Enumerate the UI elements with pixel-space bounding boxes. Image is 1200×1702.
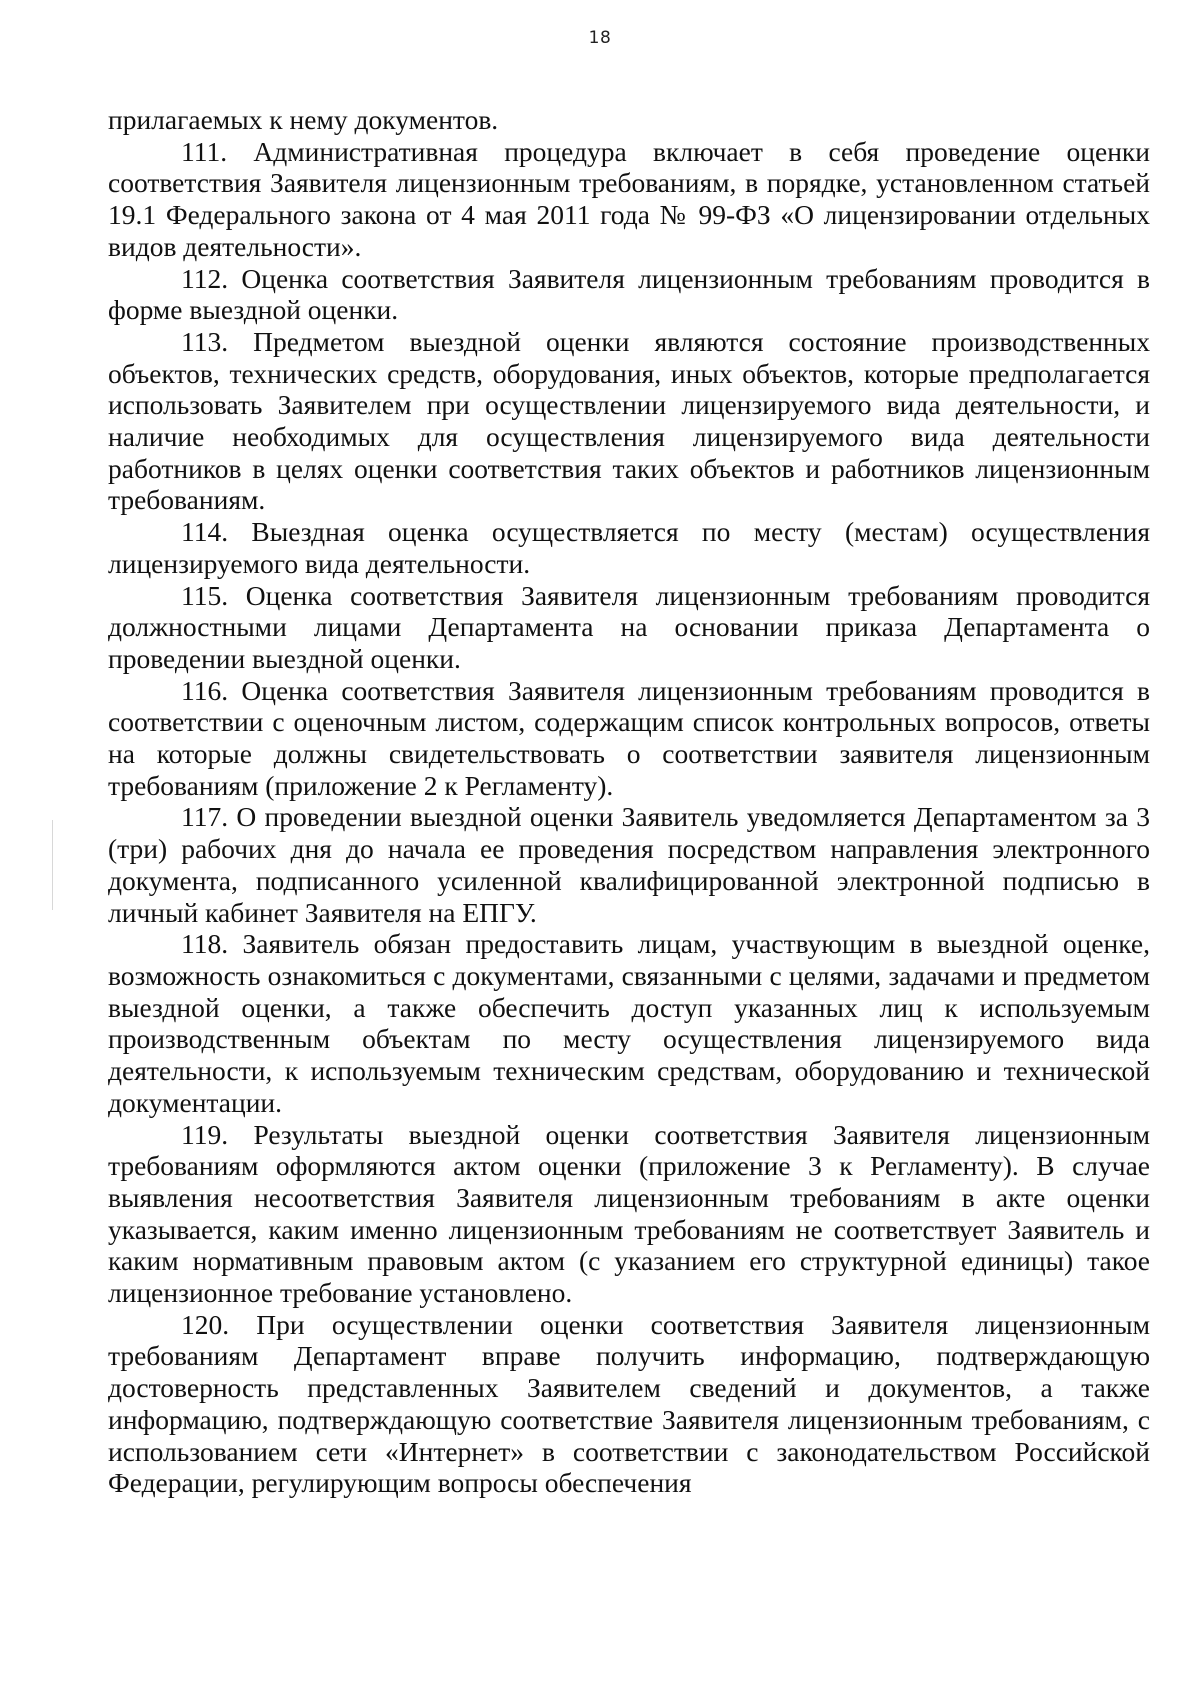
paragraph-118: 118. Заявитель обязан предоставить лицам, участвующим в выездной оценке, возможность ознакомиться с документами, связанными с целями, задачами и предметом выездной оценки, а также обеспечить доступ указанных лиц к используемым производственным объектам по месту осуществления лицензируемого вида деятельности, к используемым техническим средствам, оборудованию и технической документации. — [108, 928, 1150, 1118]
paragraph-117: 117. О проведении выездной оценки Заявитель уведомляется Департаментом за 3 (три) рабочих дня до начала ее проведения посредством направления электронного документа, подписанного усиленной квалифицированной электронной подписью в личный кабинет Заявителя на ЕПГУ. — [108, 801, 1150, 928]
scan-margin-mark — [52, 820, 53, 910]
paragraph-111: 111. Административная процедура включает в себя проведение оценки соответствия Заявителя лицензионным требованиям, в порядке, установленном статьей 19.1 Федерального закона от 4 мая 2011 года № 99-ФЗ «О лицензировании отдельных видов деятельности». — [108, 135, 1150, 262]
paragraph-116: 116. Оценка соответствия Заявителя лицензионным требованиям проводится в соответствии с оценочным листом, содержащим список контрольных вопросов, ответы на которые должны свидетельствовать о соответствии заявителя лицензионным требованиям (приложение 2 к Регламенту). — [108, 674, 1150, 801]
page-number: 18 — [588, 28, 612, 48]
paragraph-continuation: прилагаемых к нему документов. — [108, 104, 499, 135]
paragraph-115: 115. Оценка соответствия Заявителя лицензионным требованиям проводится должностными лицами Департамента на основании приказа Департамента о проведении выездной оценки. — [108, 579, 1150, 674]
paragraph-113: 113. Предметом выездной оценки являются состояние производственных объектов, технических средств, оборудования, иных объектов, которые предполагается использовать Заявителем при осуществлении лицензируемого вида деятельности, и наличие необходимых для осуществления лицензируемого вида деятельности работников в целях оценки соответствия таких объектов и работников лицензионным требованиям. — [108, 325, 1150, 516]
paragraph-112: 112. Оценка соответствия Заявителя лицензионным требованиям проводится в форме выездной оценки. — [108, 262, 1150, 326]
document-body — [108, 104, 1150, 1499]
paragraph-120: 120. При осуществлении оценки соответствия Заявителя лицензионным требованиям Департамент вправе получить информацию, подтверждающую достоверность представленных Заявителем сведений и документов, а также информацию, подтверждающую соответствие Заявителя лицензионным требованиям, с использованием сети «Интернет» в соответствии с законодательством Российской Федерации, регулирующим вопросы обеспечения — [108, 1308, 1150, 1499]
paragraph-114: 114. Выездная оценка осуществляется по месту (местам) осуществления лицензируемого вида деятельности. — [108, 516, 1150, 579]
paragraph-119: 119. Результаты выездной оценки соответствия Заявителя лицензионным требованиям оформляются актом оценки (приложение 3 к Регламенту). В случае выявления несоответствия Заявителя лицензионным требованиям в акте оценки указывается, каким именно лицензионным требованиям не соответствует Заявитель и каким нормативным правовым актом (с указанием его структурной единицы) такое лицензионное требование установлено. — [108, 1118, 1150, 1309]
